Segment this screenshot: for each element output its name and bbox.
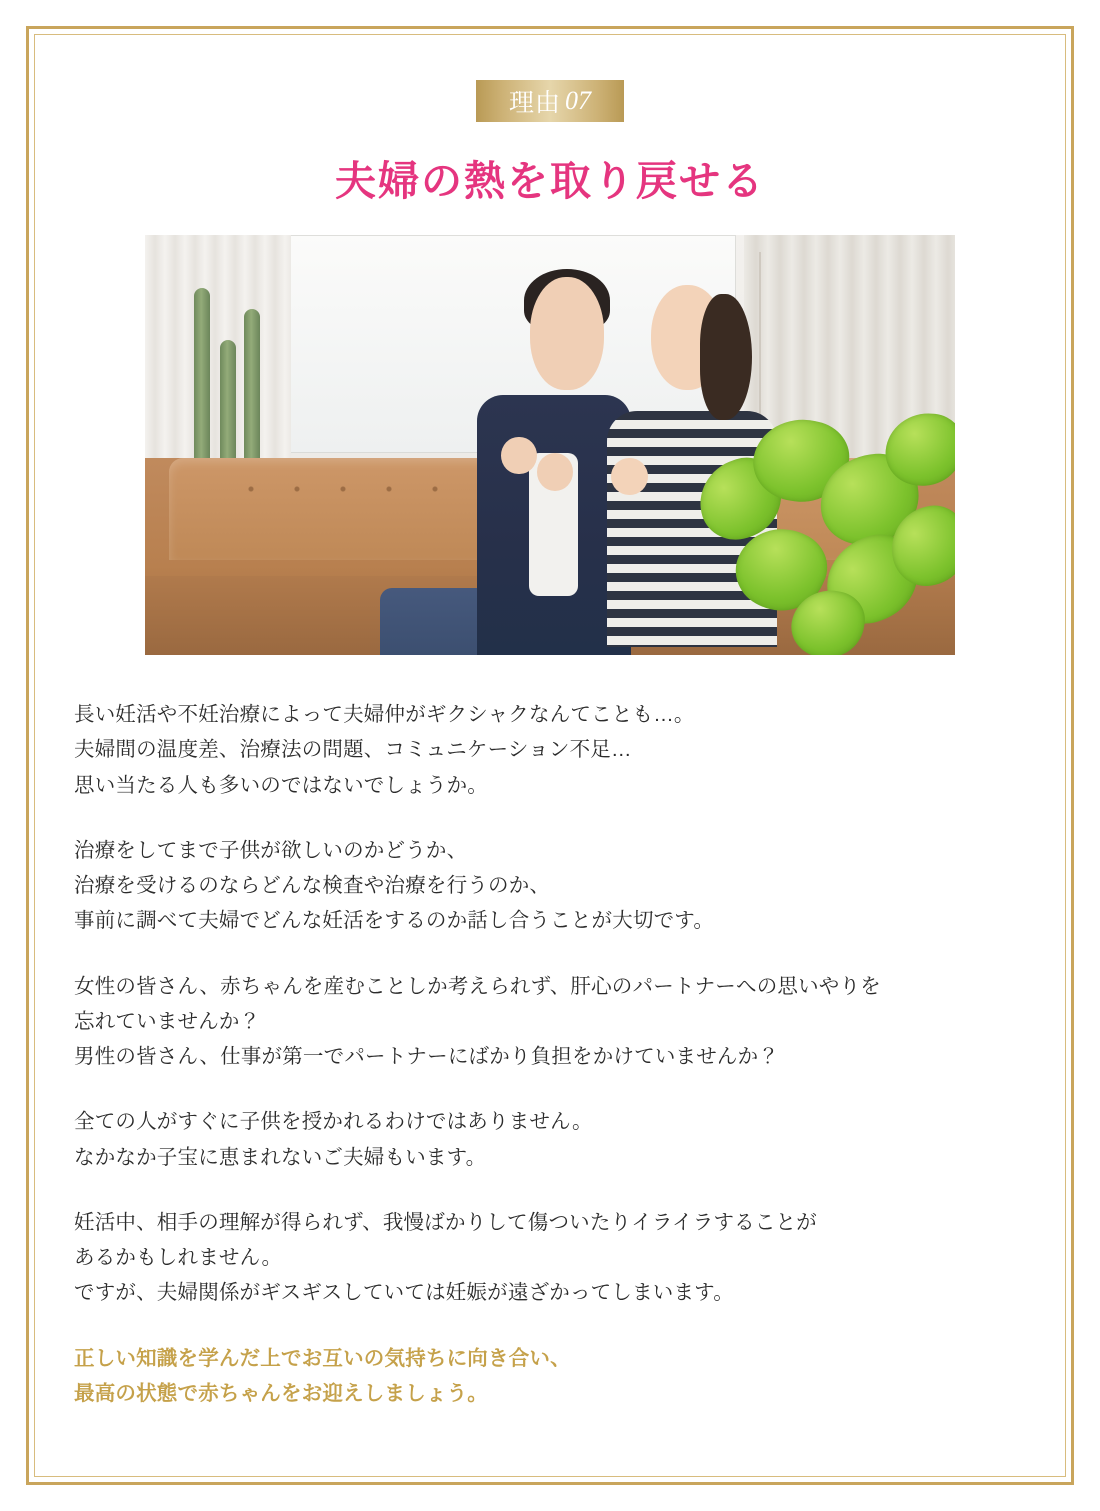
paragraph-5-line-3: ですが、夫婦関係がギスギスしていては妊娠が遠ざかってしまいます。 — [74, 1281, 734, 1305]
paragraph-4-line-1: 全ての人がすぐに子供を授かれるわけではありません。 — [74, 1110, 593, 1134]
paragraph-5 — [74, 1205, 1024, 1311]
photo-woman-hand — [611, 458, 648, 496]
paragraph-5-line-2: あるかもしれません。 — [74, 1246, 283, 1269]
paragraph-3 — [74, 969, 1024, 1075]
paragraph-3-line-3: 男性の皆さん、仕事が第一でパートナーにばかり負担をかけていませんか？ — [74, 1045, 780, 1068]
body-text — [70, 697, 1030, 1411]
paragraph-1-line-3: 思い当たる人も多いのではないでしょうか。 — [74, 773, 488, 797]
hero-photo-illustration — [145, 235, 955, 655]
paragraph-3-line-1: 女性の皆さん、赤ちゃんを産むことしか考えられず、肝心のパートナーへの思いやりを — [74, 974, 881, 998]
page-title: 夫婦の熱を取り戻せる — [335, 158, 765, 204]
paragraph-1-line-2: 夫婦間の温度差、治療法の問題、コミュニケーション不足… — [74, 738, 632, 762]
photo-man-hand-right — [537, 453, 573, 491]
paragraph-2-line-2: 治療を受けるのならどんな検査や治療を行うのか、 — [74, 874, 551, 897]
hero-photo — [145, 235, 955, 655]
paragraph-1 — [74, 697, 1024, 803]
paragraph-2 — [74, 833, 1024, 939]
reason-badge-label: 理由 — [508, 90, 561, 117]
closing-message-line-2: 最高の状態で赤ちゃんをお迎えしましょう。 — [74, 1381, 488, 1405]
reason-badge-wrap — [70, 80, 1030, 122]
paragraph-3-line-2: 忘れていませんか？ — [74, 1009, 261, 1033]
paragraph-4 — [74, 1104, 1024, 1175]
closing-message-line-1: 正しい知識を学んだ上でお互いの気持ちに向き合い、 — [74, 1346, 571, 1370]
paragraph-2-line-3: 事前に調べて夫婦でどんな妊活をするのか話し合うことが大切です。 — [74, 909, 715, 933]
paragraph-1-line-1: 長い妊活や不妊治療によって夫婦仲がギクシャクなんてことも…。 — [74, 703, 695, 726]
photo-man-face — [530, 277, 605, 390]
paragraph-5-line-1: 妊活中、相手の理解が得られず、我慢ばかりして傷ついたりイライラすることが — [74, 1210, 817, 1234]
paragraph-2-line-1: 治療をしてまで子供が欲しいのかどうか、 — [74, 838, 468, 862]
paragraph-4-line-2: なかなか子宝に恵まれないご夫婦もいます。 — [74, 1145, 487, 1169]
photo-foreground-plant — [688, 403, 955, 655]
closing-message — [74, 1341, 1024, 1412]
photo-man-hand-left — [501, 437, 537, 475]
reason-badge — [476, 80, 624, 122]
reason-badge-number: 07 — [565, 86, 591, 115]
